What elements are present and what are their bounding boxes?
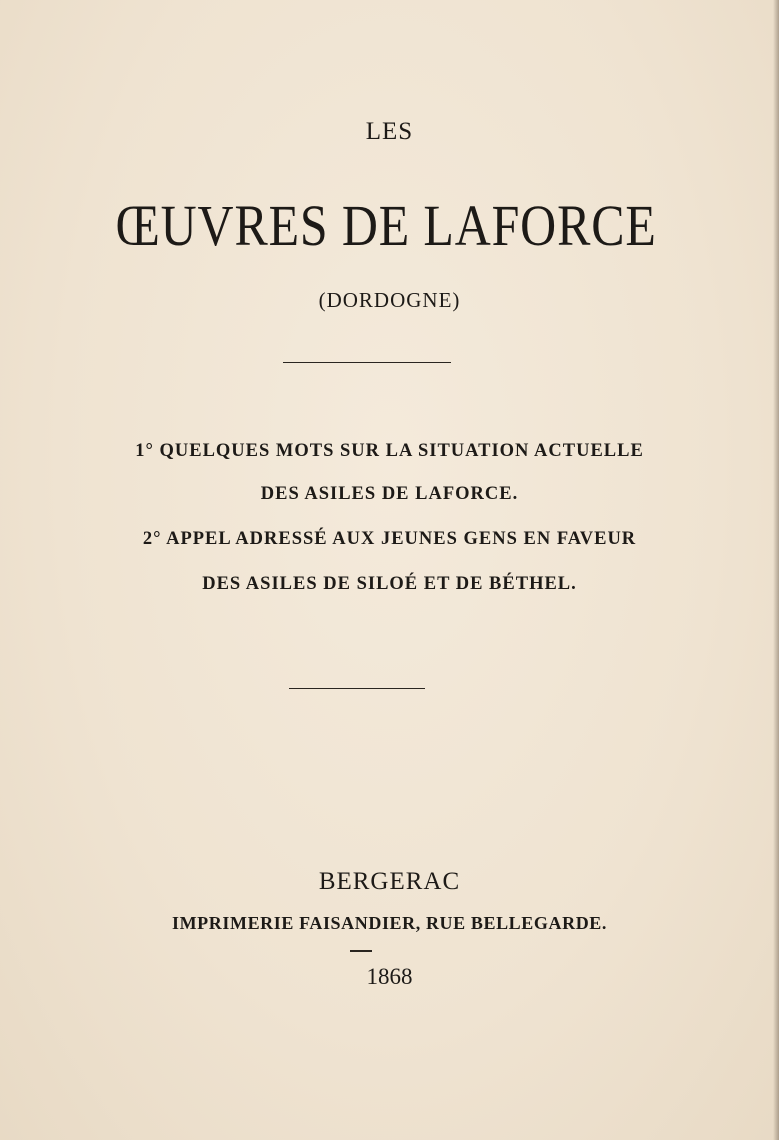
imprint-dash	[350, 950, 372, 952]
contents-item-1-line-1: 1° QUELQUES MOTS SUR LA SITUATION ACTUELLE	[135, 441, 644, 461]
contents-item-1-line-2: DES ASILES DE LAFORCE.	[260, 484, 519, 504]
divider-rule-top	[283, 362, 451, 363]
divider-rule-bottom	[289, 688, 425, 689]
page-edge-shadow	[773, 0, 779, 1140]
imprint-printer: IMPRIMERIE FAISANDIER, RUE BELLEGARDE.	[171, 913, 607, 933]
book-title: ŒUVRES DE LAFORCE	[115, 193, 657, 258]
department-subtitle: (DORDOGNE)	[318, 288, 461, 312]
contents-item-2-line-1: 2° APPEL ADRESSÉ AUX JEUNES GENS EN FAVEUR	[142, 529, 637, 549]
contents-item-2-line-2: DES ASILES DE SILOÉ ET DE BÉTHEL.	[202, 574, 577, 594]
imprint-year: 1868	[366, 964, 413, 989]
imprint-city: BERGERAC	[318, 868, 461, 895]
les-heading: LES	[365, 118, 414, 145]
